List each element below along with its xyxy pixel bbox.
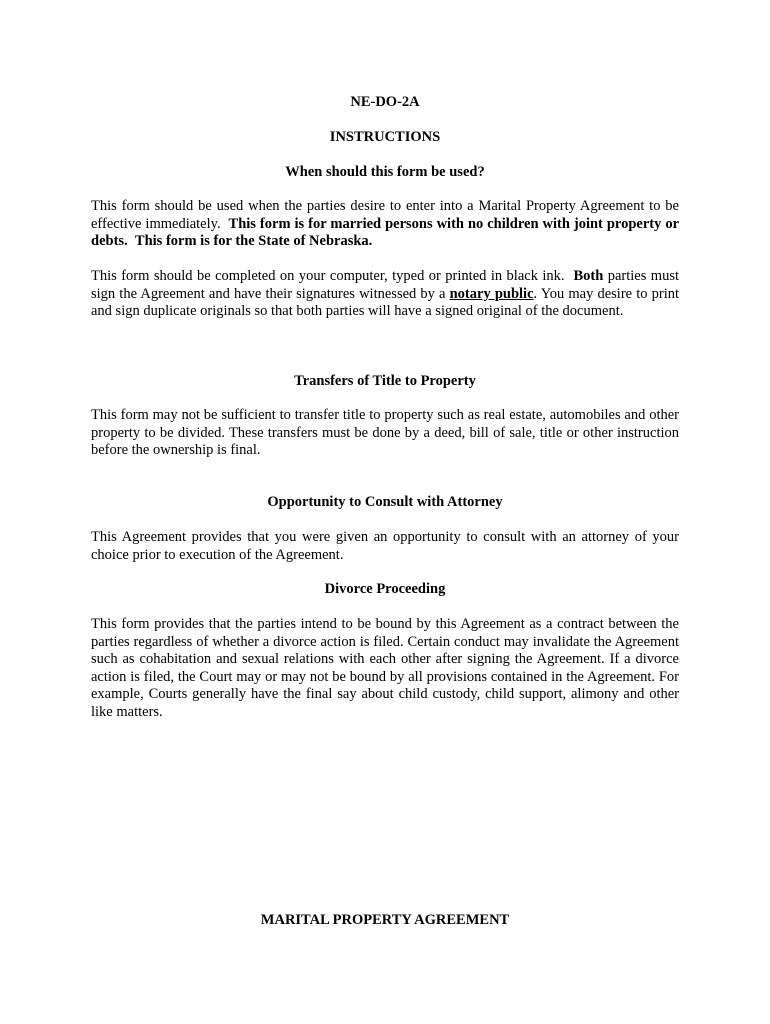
notary-public-underlined: notary public — [449, 285, 534, 302]
divorce-heading: Divorce Proceeding — [324, 581, 446, 597]
transfers-heading: Transfers of Title to Property — [294, 373, 476, 389]
when-used-text: This form should be used when the parties desire to enter into a Marital Property Agreement to be effective immediately. — [91, 198, 679, 232]
when-used-paragraph-2 — [91, 268, 679, 321]
signature-text: parties must sign the Agreement and have their signatures witnessed by a — [91, 268, 680, 302]
document-page — [91, 0, 679, 1024]
attorney-paragraph: This Agreement provides that you were given an opportunity to consult with an attorney of your choice prior to execution of the Agreement. — [91, 529, 679, 563]
completion-text: This form should be completed on your computer, typed or printed in black ink. — [91, 268, 565, 284]
when-used-bold-state: This form is for the State of Nebraska. — [134, 233, 373, 249]
when-used-bold-married: This form is for married persons with no children with joint property or debts. — [91, 215, 680, 249]
instructions-heading: INSTRUCTIONS — [329, 129, 441, 145]
form-code: NE-DO-2A — [350, 94, 420, 110]
duplicate-originals-text: . You may desire to print and sign duplicate originals so that both parties will have a signed original of the document. — [91, 285, 680, 319]
attorney-heading: Opportunity to Consult with Attorney — [267, 494, 503, 510]
divorce-paragraph: This form provides that the parties intend to be bound by this Agreement as a contract between the parties regardless of whether a divorce action is filed. Certain conduct may invalidate the Agreement such as cohabitation and sexual relations with each other after signing the Agreement. If a divorce action is filed, the Court may or may not be bound by all provisions contained in the Agreement. For example, Courts generally have the final say about child custody, child support, alimony and other like matters. — [91, 616, 679, 720]
transfers-paragraph: This form may not be sufficient to transfer title to property such as real estate, automobiles and other property to be divided. These transfers must be done by a deed, bill of sale, title or other instruction before the ownership is final. — [91, 407, 679, 458]
when-used-paragraph-1 — [91, 198, 679, 251]
both-bold: Both — [573, 268, 604, 284]
when-used-heading: When should this form be used? — [285, 164, 485, 180]
agreement-title: MARITAL PROPERTY AGREEMENT — [260, 912, 510, 928]
